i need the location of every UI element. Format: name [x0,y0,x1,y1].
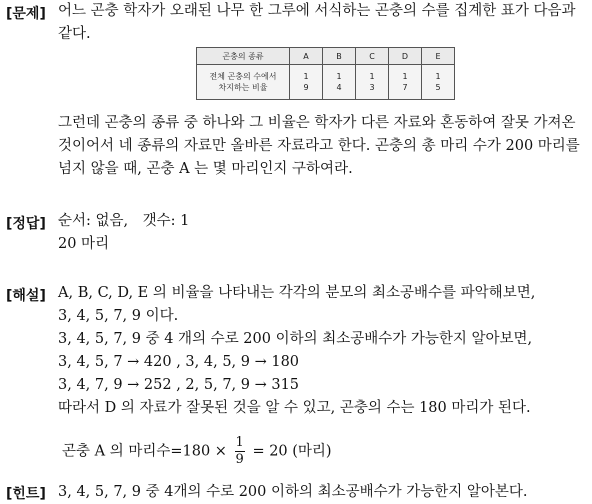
ratio-c-numerator: 1 [369,72,375,81]
table-cell-d [389,65,422,100]
ratio-d-numerator: 1 [402,72,408,81]
explanation-line-2: 3, 4, 5, 7, 9 이다. [58,308,179,324]
table-header-label: 곤충의 종류 [197,48,290,65]
problem-line-1: 어느 곤충 학자가 오래된 나무 한 그루에 서식하는 곤충의 수를 집계한 표가 다음과 [58,3,576,19]
explanation-formula [62,435,332,468]
ratio-a-numerator: 1 [303,72,309,81]
formula-suffix: = 20 (마리) [252,443,332,460]
answer-tag: [정답] [6,216,46,232]
formula-numerator: 1 [235,435,244,450]
table-col-c: C [356,48,389,65]
table-row-label [197,65,290,100]
table-cell-c [356,65,389,100]
explanation-line-5: 3, 4, 7, 9 → 252 , 2, 5, 7, 9 → 315 [58,377,300,393]
problem-line-2: 같다. [58,26,91,42]
table-col-e: E [422,48,455,65]
insect-ratio-table [196,47,455,100]
ratio-b-numerator: 1 [336,72,342,81]
ratio-c-denominator: 3 [369,83,375,92]
ratio-d-denominator: 7 [402,83,408,92]
explanation-line-3: 3, 4, 5, 7, 9 중 4 개의 수로 200 이하의 최소공배수가 가능한지 알아보면, [58,331,533,347]
table-row-label-line-1: 전체 곤충의 수에서 [209,72,277,81]
hint-line: 3, 4, 5, 7, 9 중 4개의 수로 200 이하의 최소공배수가 가능한지 알아본다. [58,484,528,500]
ratio-b-denominator: 4 [336,83,342,92]
table-cell-b [323,65,356,100]
table-cell-a [290,65,323,100]
table-col-b: B [323,48,356,65]
table-cell-e [422,65,455,100]
problem-line-5: 넘지 않을 때, 곤충 A 는 몇 마리인지 구하여라. [58,161,353,177]
formula-fraction [235,435,245,468]
explanation-tag: [해설] [6,288,46,304]
table-col-d: D [389,48,422,65]
ratio-a-denominator: 9 [303,83,309,92]
hint-tag: [힌트] [6,486,46,502]
table-row-label-line-2: 차지하는 비율 [218,83,268,92]
answer-line-1: 순서: 없음, 갯수: 1 [58,213,190,229]
problem-line-4: 것이어서 네 종류의 자료만 올바른 자료라고 한다. 곤충의 총 마리 수가 200 마리를 [58,138,580,154]
formula-prefix: 곤충 A 의 마리수=180 × [62,443,227,460]
explanation-line-6: 따라서 D 의 자료가 잘못된 것을 알 수 있고, 곤충의 수는 180 마리가 된다. [58,400,531,416]
formula-denominator: 9 [235,452,244,467]
ratio-e-numerator: 1 [435,72,441,81]
problem-line-3: 그런데 곤충의 종류 중 하나와 그 비율은 학자가 다른 자료와 혼동하여 잘못 가져온 [58,115,576,131]
explanation-line-4: 3, 4, 5, 7 → 420 , 3, 4, 5, 9 → 180 [58,354,300,370]
table-col-a: A [290,48,323,65]
explanation-line-1: A, B, C, D, E 의 비율을 나타내는 각각의 분모의 최소공배수를 파악해보면, [58,285,536,301]
problem-tag: [문제] [6,6,46,22]
ratio-e-denominator: 5 [435,83,441,92]
answer-line-2: 20 마리 [58,236,110,252]
